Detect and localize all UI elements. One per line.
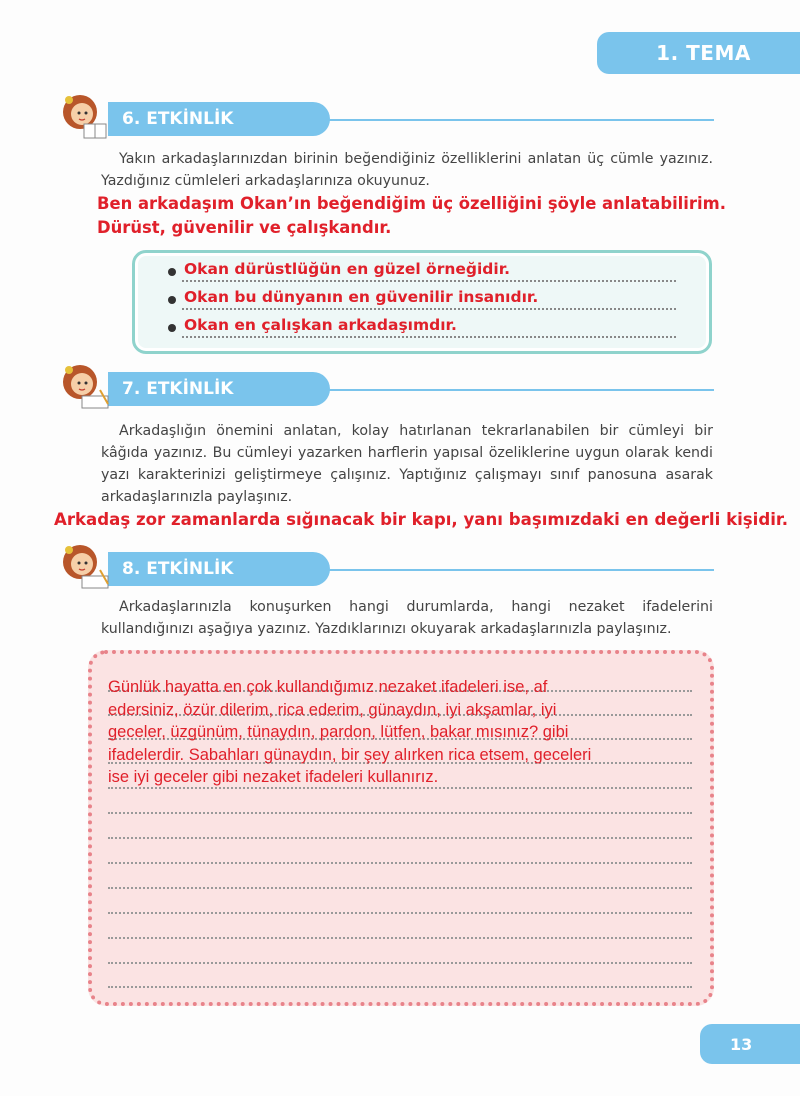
writing-line: [182, 336, 676, 338]
theme-tab: 1. TEMA: [597, 32, 800, 74]
activity-6-instruction: [101, 148, 713, 192]
answer-line: edersiniz, özür dilerim, rica ederim, günaydın, iyi akşamlar, iyi: [108, 700, 557, 719]
writing-line: [108, 986, 692, 988]
activity-7-header: [64, 372, 714, 406]
answer-line: ise iyi geceler gibi nezaket ifadeleri kullanırız.: [108, 768, 439, 786]
writing-line: [108, 862, 692, 864]
bullet-text: Okan bu dünyanın en güvenilir insanıdır.: [184, 288, 539, 306]
writing-line: [108, 812, 692, 814]
bullet-text: Okan dürüstlüğün en güzel örneğidir.: [184, 260, 511, 278]
bullet-dot: [168, 268, 176, 276]
activity-6-title: 6. ETKİNLİK: [108, 102, 330, 136]
bullet-item: [168, 290, 676, 312]
activity-8-instruction: [101, 596, 713, 640]
activity-7-instruction: [101, 420, 713, 508]
activity-7-answer: Arkadaş zor zamanlarda sığınacak bir kapı, yanı başımızdaki en değerli kişidir.: [54, 510, 789, 529]
instruction-text: Yakın arkadaşlarınızdan birinin beğendiğiniz özelliklerini anlatan üç cümle yazınız. Yazdığınız cümleleri arkadaşlarınıza okuyunuz.: [101, 151, 713, 189]
writing-line: [108, 837, 692, 839]
page-number: 13: [700, 1024, 800, 1064]
activity-6-answer-line-2: Dürüst, güvenilir ve çalışkandır.: [97, 218, 392, 237]
activity-6-answer-line-1: Ben arkadaşım Okan’ın beğendiğim üç özelliğini şöyle anlatabilirim.: [97, 194, 726, 213]
answer-line: ifadelerdir. Sabahları günaydın, bir şey alırken rica etsem, geceleri: [108, 745, 592, 764]
bullet-text: Okan en çalışkan arkadaşımdır.: [184, 316, 457, 334]
writing-line: [108, 912, 692, 914]
activity-7-title: 7. ETKİNLİK: [108, 372, 330, 406]
writing-line: [108, 962, 692, 964]
instruction-text: Arkadaşlığın önemini anlatan, kolay hatırlanan tekrarlanabilen bir cümleyi bir kâğıda yazınız. Bu cümleyi yazarken harflerin yapısal özeliklerine uygun olarak kendi yazı karakterinizi geliştirmeye çalışınız. Yaptığınız çalışmayı sınıf panosuna asarak arkadaşlarınızla paylaşınız.: [101, 423, 713, 505]
answer-line: Günlük hayatta en çok kullandığımız nezaket ifadeleri ise, af: [108, 678, 548, 696]
girl-reading-icon: [60, 90, 118, 144]
bullet-item: [168, 262, 676, 284]
writing-line: [108, 937, 692, 939]
writing-line: [182, 308, 676, 310]
activity-8-title: 8. ETKİNLİK: [108, 552, 330, 586]
writing-line: [182, 280, 676, 282]
activity-8-header: [64, 552, 714, 586]
girl-writing-icon: [60, 360, 118, 414]
activity-6-header: [64, 102, 714, 136]
bullet-dot: [168, 296, 176, 304]
bullet-dot: [168, 324, 176, 332]
activity-8-handwritten-answer: [108, 676, 698, 789]
writing-line: [108, 887, 692, 889]
answer-line: geceler, üzgünüm, tünaydın, pardon, lütfen, bakar mısınız? gibi: [108, 723, 569, 741]
instruction-text: Arkadaşlarınızla konuşurken hangi durumlarda, hangi nezaket ifadelerini kullandığınızı aşağıya yazınız. Yazdıklarınızı okuyarak arkadaşlarınızla paylaşınız.: [101, 599, 713, 637]
girl-writing-icon: [60, 540, 118, 594]
bullet-item: [168, 318, 676, 340]
